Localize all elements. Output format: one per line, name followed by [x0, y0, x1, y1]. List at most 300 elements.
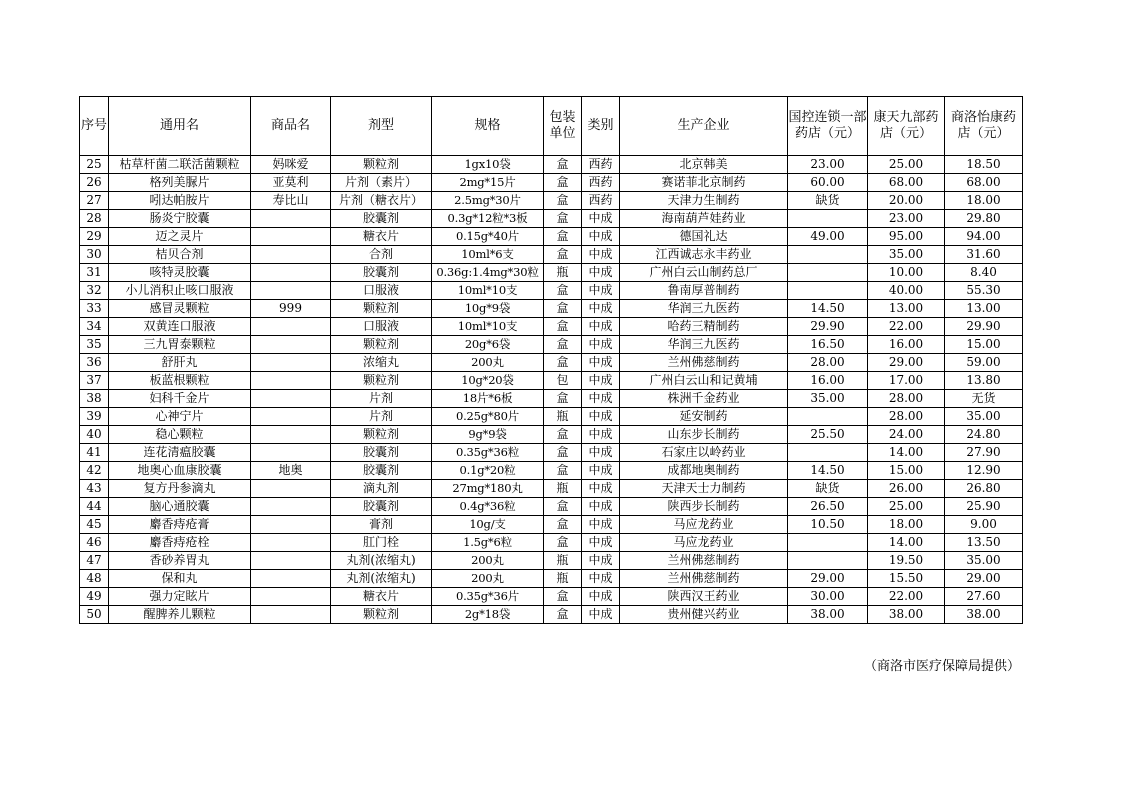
- source-credit: （商洛市医疗保障局提供）: [863, 659, 1020, 674]
- cell-dosage-form: 片剂: [331, 390, 432, 408]
- cell-category: 中成: [582, 444, 620, 462]
- cell-category: 中成: [582, 354, 620, 372]
- cell-dosage-form: 糖衣片: [331, 228, 432, 246]
- cell-price-guokong: [788, 552, 868, 570]
- table-row: [80, 336, 1023, 354]
- cell-serial-no: 41: [80, 444, 109, 462]
- cell-manufacturer: 延安制药: [620, 408, 788, 426]
- cell-generic-name: 迈之灵片: [109, 228, 251, 246]
- cell-specification: 200丸: [432, 552, 544, 570]
- cell-price-guokong: 29.00: [788, 570, 868, 588]
- cell-category: 中成: [582, 462, 620, 480]
- cell-price-kangtian: 24.00: [868, 426, 945, 444]
- cell-serial-no: 45: [80, 516, 109, 534]
- cell-manufacturer: 天津天士力制药: [620, 480, 788, 498]
- cell-generic-name: 舒肝丸: [109, 354, 251, 372]
- cell-price-kangtian: 40.00: [868, 282, 945, 300]
- cell-serial-no: 27: [80, 192, 109, 210]
- table-row: [80, 390, 1023, 408]
- cell-manufacturer: 株洲千金药业: [620, 390, 788, 408]
- cell-serial-no: 47: [80, 552, 109, 570]
- cell-price-kangtian: 19.50: [868, 552, 945, 570]
- cell-dosage-form: 片剂: [331, 408, 432, 426]
- cell-manufacturer: 海南葫芦娃药业: [620, 210, 788, 228]
- cell-dosage-form: 口服液: [331, 282, 432, 300]
- cell-specification: 1gx10袋: [432, 156, 544, 174]
- cell-price-yikang: 27.60: [945, 588, 1023, 606]
- cell-dosage-form: 膏剂: [331, 516, 432, 534]
- cell-price-guokong: 30.00: [788, 588, 868, 606]
- cell-dosage-form: 颗粒剂: [331, 426, 432, 444]
- cell-brand-name: [251, 264, 331, 282]
- cell-specification: 200丸: [432, 354, 544, 372]
- cell-package-unit: 瓶: [544, 552, 582, 570]
- cell-brand-name: [251, 534, 331, 552]
- cell-dosage-form: 丸剂(浓缩丸): [331, 552, 432, 570]
- cell-dosage-form: 胶囊剂: [331, 264, 432, 282]
- cell-specification: 0.36g:1.4mg*30粒: [432, 264, 544, 282]
- cell-price-yikang: 27.90: [945, 444, 1023, 462]
- cell-serial-no: 26: [80, 174, 109, 192]
- cell-price-kangtian: 17.00: [868, 372, 945, 390]
- drug-price-table: [79, 96, 1023, 624]
- cell-serial-no: 28: [80, 210, 109, 228]
- cell-package-unit: 盒: [544, 534, 582, 552]
- cell-price-guokong: 49.00: [788, 228, 868, 246]
- cell-generic-name: 枯草杆菌二联活菌颗粒: [109, 156, 251, 174]
- table-row: [80, 570, 1023, 588]
- cell-specification: 0.1g*20粒: [432, 462, 544, 480]
- cell-serial-no: 50: [80, 606, 109, 624]
- cell-category: 中成: [582, 606, 620, 624]
- cell-dosage-form: 滴丸剂: [331, 480, 432, 498]
- cell-price-kangtian: 14.00: [868, 534, 945, 552]
- header-brand-name: 商品名: [251, 97, 331, 156]
- cell-price-kangtian: 13.00: [868, 300, 945, 318]
- cell-generic-name: 保和丸: [109, 570, 251, 588]
- cell-price-kangtian: 28.00: [868, 390, 945, 408]
- cell-generic-name: 三九胃泰颗粒: [109, 336, 251, 354]
- cell-category: 中成: [582, 570, 620, 588]
- cell-manufacturer: 赛诺菲北京制药: [620, 174, 788, 192]
- cell-price-kangtian: 25.00: [868, 156, 945, 174]
- cell-package-unit: 盒: [544, 444, 582, 462]
- cell-price-yikang: 18.00: [945, 192, 1023, 210]
- cell-specification: 0.3g*12粒*3板: [432, 210, 544, 228]
- cell-price-kangtian: 16.00: [868, 336, 945, 354]
- cell-price-yikang: 26.80: [945, 480, 1023, 498]
- cell-generic-name: 肠炎宁胶囊: [109, 210, 251, 228]
- cell-price-kangtian: 10.00: [868, 264, 945, 282]
- cell-price-yikang: 29.90: [945, 318, 1023, 336]
- cell-generic-name: 吲达帕胺片: [109, 192, 251, 210]
- cell-brand-name: 亚莫利: [251, 174, 331, 192]
- cell-category: 中成: [582, 480, 620, 498]
- cell-brand-name: [251, 426, 331, 444]
- table-header-row: [80, 97, 1023, 156]
- cell-specification: 18片*6板: [432, 390, 544, 408]
- cell-manufacturer: 华润三九医药: [620, 300, 788, 318]
- cell-serial-no: 43: [80, 480, 109, 498]
- cell-generic-name: 麝香痔疮膏: [109, 516, 251, 534]
- cell-package-unit: 盒: [544, 282, 582, 300]
- cell-package-unit: 盒: [544, 498, 582, 516]
- table-row: [80, 498, 1023, 516]
- cell-serial-no: 44: [80, 498, 109, 516]
- cell-specification: 27mg*180丸: [432, 480, 544, 498]
- table-row: [80, 318, 1023, 336]
- cell-package-unit: 盒: [544, 426, 582, 444]
- cell-category: 中成: [582, 210, 620, 228]
- cell-brand-name: [251, 606, 331, 624]
- cell-brand-name: [251, 516, 331, 534]
- cell-manufacturer: 北京韩美: [620, 156, 788, 174]
- cell-manufacturer: 兰州佛慈制药: [620, 552, 788, 570]
- cell-category: 中成: [582, 282, 620, 300]
- cell-price-yikang: 35.00: [945, 408, 1023, 426]
- cell-brand-name: 寿比山: [251, 192, 331, 210]
- cell-category: 中成: [582, 300, 620, 318]
- cell-package-unit: 盒: [544, 174, 582, 192]
- table-row: [80, 156, 1023, 174]
- cell-category: 中成: [582, 588, 620, 606]
- header-dosage-form: 剂型: [331, 97, 432, 156]
- cell-category: 中成: [582, 390, 620, 408]
- cell-serial-no: 48: [80, 570, 109, 588]
- cell-serial-no: 35: [80, 336, 109, 354]
- cell-price-guokong: [788, 264, 868, 282]
- cell-package-unit: 盒: [544, 462, 582, 480]
- cell-generic-name: 香砂养胃丸: [109, 552, 251, 570]
- cell-dosage-form: 颗粒剂: [331, 336, 432, 354]
- cell-price-guokong: 16.00: [788, 372, 868, 390]
- cell-package-unit: 盒: [544, 354, 582, 372]
- table-row: [80, 354, 1023, 372]
- cell-generic-name: 心神宁片: [109, 408, 251, 426]
- cell-generic-name: 稳心颗粒: [109, 426, 251, 444]
- cell-manufacturer: 贵州健兴药业: [620, 606, 788, 624]
- cell-generic-name: 板蓝根颗粒: [109, 372, 251, 390]
- cell-price-guokong: 60.00: [788, 174, 868, 192]
- cell-generic-name: 强力定眩片: [109, 588, 251, 606]
- table-row: [80, 246, 1023, 264]
- cell-manufacturer: 哈药三精制药: [620, 318, 788, 336]
- cell-dosage-form: 合剂: [331, 246, 432, 264]
- table-row: [80, 192, 1023, 210]
- cell-dosage-form: 糖衣片: [331, 588, 432, 606]
- cell-manufacturer: 德国礼达: [620, 228, 788, 246]
- cell-price-yikang: 68.00: [945, 174, 1023, 192]
- cell-serial-no: 36: [80, 354, 109, 372]
- cell-price-yikang: 29.80: [945, 210, 1023, 228]
- cell-package-unit: 盒: [544, 606, 582, 624]
- cell-package-unit: 瓶: [544, 480, 582, 498]
- header-specification: 规格: [432, 97, 544, 156]
- cell-specification: 2g*18袋: [432, 606, 544, 624]
- cell-generic-name: 桔贝合剂: [109, 246, 251, 264]
- cell-package-unit: 瓶: [544, 570, 582, 588]
- cell-specification: 20g*6袋: [432, 336, 544, 354]
- table-row: [80, 462, 1023, 480]
- cell-price-guokong: [788, 534, 868, 552]
- cell-dosage-form: 肛门栓: [331, 534, 432, 552]
- cell-category: 中成: [582, 246, 620, 264]
- cell-generic-name: 双黄连口服液: [109, 318, 251, 336]
- cell-brand-name: [251, 570, 331, 588]
- cell-package-unit: 盒: [544, 210, 582, 228]
- cell-price-guokong: 16.50: [788, 336, 868, 354]
- cell-generic-name: 格列美脲片: [109, 174, 251, 192]
- cell-price-kangtian: 26.00: [868, 480, 945, 498]
- table-row: [80, 426, 1023, 444]
- header-price-kangtian: 康天九部药店（元）: [868, 97, 945, 156]
- cell-price-kangtian: 18.00: [868, 516, 945, 534]
- cell-category: 中成: [582, 264, 620, 282]
- cell-dosage-form: 浓缩丸: [331, 354, 432, 372]
- cell-specification: 2mg*15片: [432, 174, 544, 192]
- table-row: [80, 210, 1023, 228]
- cell-price-yikang: 59.00: [945, 354, 1023, 372]
- table-row: [80, 372, 1023, 390]
- cell-brand-name: [251, 210, 331, 228]
- table-row: [80, 534, 1023, 552]
- table-row: [80, 480, 1023, 498]
- cell-price-kangtian: 22.00: [868, 318, 945, 336]
- cell-price-guokong: 29.90: [788, 318, 868, 336]
- table-row: [80, 300, 1023, 318]
- table-row: [80, 516, 1023, 534]
- cell-price-guokong: 26.50: [788, 498, 868, 516]
- table-row: [80, 606, 1023, 624]
- cell-serial-no: 38: [80, 390, 109, 408]
- cell-manufacturer: 陕西汉王药业: [620, 588, 788, 606]
- cell-dosage-form: 片剂（素片）: [331, 174, 432, 192]
- cell-manufacturer: 陕西步长制药: [620, 498, 788, 516]
- cell-dosage-form: 颗粒剂: [331, 300, 432, 318]
- table-row: [80, 444, 1023, 462]
- cell-brand-name: [251, 354, 331, 372]
- cell-price-yikang: 无货: [945, 390, 1023, 408]
- cell-manufacturer: 兰州佛慈制药: [620, 354, 788, 372]
- cell-price-guokong: [788, 408, 868, 426]
- cell-brand-name: [251, 228, 331, 246]
- cell-dosage-form: 胶囊剂: [331, 462, 432, 480]
- cell-manufacturer: 石家庄以岭药业: [620, 444, 788, 462]
- cell-category: 中成: [582, 228, 620, 246]
- cell-price-kangtian: 29.00: [868, 354, 945, 372]
- cell-specification: 10ml*10支: [432, 282, 544, 300]
- table-row: [80, 552, 1023, 570]
- cell-specification: 10g*20袋: [432, 372, 544, 390]
- cell-price-yikang: 13.00: [945, 300, 1023, 318]
- cell-dosage-form: 口服液: [331, 318, 432, 336]
- cell-serial-no: 34: [80, 318, 109, 336]
- table-row: [80, 228, 1023, 246]
- cell-price-yikang: 94.00: [945, 228, 1023, 246]
- cell-price-yikang: 13.50: [945, 534, 1023, 552]
- cell-price-kangtian: 23.00: [868, 210, 945, 228]
- cell-manufacturer: 山东步长制药: [620, 426, 788, 444]
- cell-price-guokong: 35.00: [788, 390, 868, 408]
- header-serial-no: 序号: [80, 97, 109, 156]
- cell-package-unit: 瓶: [544, 408, 582, 426]
- cell-package-unit: 盒: [544, 192, 582, 210]
- cell-package-unit: 盒: [544, 336, 582, 354]
- cell-generic-name: 地奥心血康胶囊: [109, 462, 251, 480]
- cell-price-guokong: 28.00: [788, 354, 868, 372]
- cell-specification: 0.4g*36粒: [432, 498, 544, 516]
- cell-manufacturer: 马应龙药业: [620, 534, 788, 552]
- cell-price-yikang: 31.60: [945, 246, 1023, 264]
- cell-price-kangtian: 28.00: [868, 408, 945, 426]
- cell-price-kangtian: 25.00: [868, 498, 945, 516]
- cell-brand-name: [251, 552, 331, 570]
- cell-specification: 200丸: [432, 570, 544, 588]
- cell-brand-name: 999: [251, 300, 331, 318]
- cell-manufacturer: 兰州佛慈制药: [620, 570, 788, 588]
- cell-dosage-form: 胶囊剂: [331, 210, 432, 228]
- cell-price-yikang: 12.90: [945, 462, 1023, 480]
- cell-price-yikang: 38.00: [945, 606, 1023, 624]
- cell-specification: 0.15g*40片: [432, 228, 544, 246]
- cell-package-unit: 盒: [544, 300, 582, 318]
- table-row: [80, 408, 1023, 426]
- cell-price-guokong: [788, 246, 868, 264]
- cell-serial-no: 25: [80, 156, 109, 174]
- cell-price-guokong: 缺货: [788, 192, 868, 210]
- cell-brand-name: [251, 588, 331, 606]
- cell-price-kangtian: 35.00: [868, 246, 945, 264]
- table-row: [80, 264, 1023, 282]
- cell-brand-name: [251, 372, 331, 390]
- cell-specification: 10ml*10支: [432, 318, 544, 336]
- cell-generic-name: 脑心通胶囊: [109, 498, 251, 516]
- cell-brand-name: [251, 282, 331, 300]
- cell-dosage-form: 胶囊剂: [331, 498, 432, 516]
- cell-price-kangtian: 38.00: [868, 606, 945, 624]
- cell-serial-no: 29: [80, 228, 109, 246]
- cell-brand-name: [251, 246, 331, 264]
- cell-package-unit: 盒: [544, 390, 582, 408]
- table-row: [80, 282, 1023, 300]
- cell-dosage-form: 颗粒剂: [331, 606, 432, 624]
- cell-generic-name: 醒脾养儿颗粒: [109, 606, 251, 624]
- cell-serial-no: 49: [80, 588, 109, 606]
- header-package-unit: 包装单位: [544, 97, 582, 156]
- cell-price-guokong: 缺货: [788, 480, 868, 498]
- cell-brand-name: 妈咪爱: [251, 156, 331, 174]
- cell-price-kangtian: 20.00: [868, 192, 945, 210]
- cell-specification: 1.5g*6粒: [432, 534, 544, 552]
- table-row: [80, 174, 1023, 192]
- cell-package-unit: 盒: [544, 156, 582, 174]
- cell-specification: 9g*9袋: [432, 426, 544, 444]
- cell-price-yikang: 15.00: [945, 336, 1023, 354]
- cell-price-yikang: 25.90: [945, 498, 1023, 516]
- cell-serial-no: 40: [80, 426, 109, 444]
- cell-price-yikang: 9.00: [945, 516, 1023, 534]
- cell-specification: 2.5mg*30片: [432, 192, 544, 210]
- cell-serial-no: 30: [80, 246, 109, 264]
- cell-manufacturer: 天津力生制药: [620, 192, 788, 210]
- cell-price-yikang: 35.00: [945, 552, 1023, 570]
- cell-category: 中成: [582, 336, 620, 354]
- cell-serial-no: 32: [80, 282, 109, 300]
- cell-category: 中成: [582, 552, 620, 570]
- cell-manufacturer: 广州白云山和记黄埔: [620, 372, 788, 390]
- cell-price-guokong: 38.00: [788, 606, 868, 624]
- cell-specification: 10g/支: [432, 516, 544, 534]
- cell-brand-name: [251, 336, 331, 354]
- cell-manufacturer: 广州白云山制药总厂: [620, 264, 788, 282]
- header-price-yikang: 商洛怡康药店（元）: [945, 97, 1023, 156]
- cell-serial-no: 33: [80, 300, 109, 318]
- cell-specification: 10g*9袋: [432, 300, 544, 318]
- header-generic-name: 通用名: [109, 97, 251, 156]
- cell-package-unit: 包: [544, 372, 582, 390]
- cell-package-unit: 盒: [544, 318, 582, 336]
- cell-price-yikang: 18.50: [945, 156, 1023, 174]
- cell-specification: 0.35g*36片: [432, 588, 544, 606]
- cell-generic-name: 妇科千金片: [109, 390, 251, 408]
- cell-price-guokong: [788, 282, 868, 300]
- cell-price-guokong: 14.50: [788, 300, 868, 318]
- cell-category: 西药: [582, 156, 620, 174]
- cell-manufacturer: 马应龙药业: [620, 516, 788, 534]
- cell-package-unit: 盒: [544, 228, 582, 246]
- cell-price-yikang: 55.30: [945, 282, 1023, 300]
- cell-brand-name: [251, 408, 331, 426]
- cell-package-unit: 瓶: [544, 264, 582, 282]
- cell-price-guokong: 10.50: [788, 516, 868, 534]
- cell-price-kangtian: 15.00: [868, 462, 945, 480]
- header-category: 类别: [582, 97, 620, 156]
- cell-price-yikang: 24.80: [945, 426, 1023, 444]
- cell-specification: 10ml*6支: [432, 246, 544, 264]
- cell-generic-name: 咳特灵胶囊: [109, 264, 251, 282]
- cell-generic-name: 感冒灵颗粒: [109, 300, 251, 318]
- cell-specification: 0.25g*80片: [432, 408, 544, 426]
- cell-brand-name: [251, 444, 331, 462]
- cell-category: 中成: [582, 534, 620, 552]
- cell-price-yikang: 8.40: [945, 264, 1023, 282]
- cell-price-guokong: 23.00: [788, 156, 868, 174]
- cell-manufacturer: 成都地奥制药: [620, 462, 788, 480]
- cell-price-guokong: [788, 444, 868, 462]
- cell-brand-name: [251, 318, 331, 336]
- cell-generic-name: 麝香痔疮栓: [109, 534, 251, 552]
- cell-price-kangtian: 15.50: [868, 570, 945, 588]
- cell-category: 中成: [582, 516, 620, 534]
- cell-dosage-form: 颗粒剂: [331, 156, 432, 174]
- cell-serial-no: 46: [80, 534, 109, 552]
- cell-dosage-form: 胶囊剂: [331, 444, 432, 462]
- cell-generic-name: 小儿消积止咳口服液: [109, 282, 251, 300]
- cell-price-yikang: 13.80: [945, 372, 1023, 390]
- cell-package-unit: 盒: [544, 516, 582, 534]
- header-price-guokong: 国控连锁一部药店（元）: [788, 97, 868, 156]
- cell-package-unit: 盒: [544, 588, 582, 606]
- cell-category: 西药: [582, 192, 620, 210]
- cell-price-kangtian: 14.00: [868, 444, 945, 462]
- cell-dosage-form: 颗粒剂: [331, 372, 432, 390]
- cell-dosage-form: 片剂（糖衣片）: [331, 192, 432, 210]
- cell-package-unit: 盒: [544, 246, 582, 264]
- cell-price-guokong: 25.50: [788, 426, 868, 444]
- cell-generic-name: 复方丹参滴丸: [109, 480, 251, 498]
- cell-category: 中成: [582, 372, 620, 390]
- cell-serial-no: 42: [80, 462, 109, 480]
